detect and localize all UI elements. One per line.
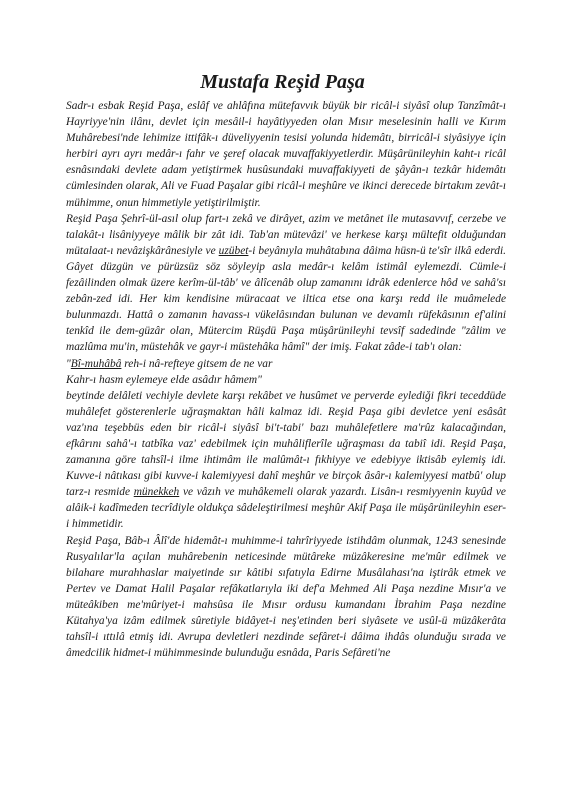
document-title: Mustafa Reşid Paşa [200,71,365,93]
paragraph-3: beytinde delâleti vechiyle devlete karşı rekâbet ve husûmet ve perverde eylediği fikri teceddüde muhâlefet gösterenlerle uğraşmaktan hâli kalmaz idi. Reşid Paşa gibi devletce yeni esâsât vaz'ına teşebbüs eden bir ricâl-i siyâsî bi't-tabi' bazı muhâlefetlere ma'rûz kalacağından, efkârını sahâ'-ı tatbîka vaz' edebilmek için muhâliflerîle uğraşması da tabiî idi. Reşid Paşa, zamanına göre tahsîl-i ilme ihtimâm ile malûmât-ı fıkhiyye ve edebiyye iktisâb eylemiş idi. Kuvve-i nâtıkası gibi kuvve-i kalemiyyesi dahî meşhûr ve birçok âsâr-ı kalemiyyesi matbû' olup tarz-ı resmide münekkeh ve vâzıh ve muhâkemeli olarak yazardı. Lisân-ı resmiyyenin kuyûd ve alâik-i kadîmeden tecrîdiyle oldukça sâdeleştirilmesi meşhûr Akif Paşa ile müşârünileyhin eser-i himmetidir. [66,389,506,531]
paragraph-2: Reşid Paşa Şehrî-ül-asıl olup fart-ı zekâ ve dirâyet, azim ve metânet ile mutasavvıf, cerzebe ve talakât-ı lisâniyyeye mâlik bir zât idi. Tab'an mütevâzi' ve herkese karşı mültefit olduğundan mütalaat-ı nevâzişkârânesiyle ve uzübet-i beyânıyla muhâtabına dâima hüsn-ü te'sîr ilkâ ederdi. Gâyet düzgün ve pürüzsüz söz söyleyip asla medâr-ı kelâm istimâl eylemezdi. Cümle-i fezâilinden olmak üzere kerîm-ül-tâb' ve âlîcenâb olup zamanını idrâk edenlerce hôd ve sahâ'sı zebân-zed idi. Her kim kendisine müracaat ve iltica etse ona karşı redd ile muâmelede bulunmazdı. Hattâ o zamanın havass-ı vükelâsından bulunan ve devamlı rüfekâsının ef'alini tenkîd ile dem-güzâr olan, Mütercim Rüşdü Paşa müşârünileyhi tevsîf sadedinde "zâlim ve mazlûma mu'in, müstehâk ve gayr-i müstehâka hâmî" der imiş. Fakat zâde-i tab'ı olan: [66,212,506,354]
verse-line-1: "Bî-muhâbâ reh-i nâ-refteye gitsem de ne var [66,357,273,370]
paragraph-4: Reşid Paşa, Bâb-ı Âlî'de hidemât-ı muhimme-i tahrîriyyede istihdâm olunmak, 1243 senesinde Rusyalılar'la açılan muhârebenin neticesinde mütâreke müzâkeresine me'mûr edilmek ve bilahare murahhaslar maiyetinde sır kâtibi sıfatıyla Edirne Musâlahası'na iştirâk etmek ve Pertev ve Damat Halil Paşalar refâkatlarıyla iki def'a Mehmed Ali Paşa nezdine Mısır'a ve müteâkiben me'mûriyet-i mahsûsa ile Mısır ordusu kumandanı İbrahim Paşa nezdine Kütahya'ya izâm edilmek sûretiyle bidâyet-i neş'etinden beri siyâsete ve usûl-ü müzâkerâta tahsîl-i ıttılâ etmiş idi. Avrupa devletleri nezdinde sefâret-i dâima ihdâs olunduğu sırada ve âmedcilik hidmet-i mühimmesinde bulunduğu esnâda, Paris Sefâreti'ne [66,534,506,660]
document-body [66,98,506,661]
paragraph-1: Sadr-ı esbak Reşid Paşa, eslâf ve ahlâfına mütefavvık büyük bir ricâl-i siyâsî olup Tanzîmât-ı Hayriyye'nin ilânı, devlet için mesâil-i hayâtiyyeden olan Mısır meselesinin halli ve Kırım Muhârebesi'nde lehimize ittifâk-ı düveliyyenin tesisi yolunda hidemâtı, birricâl-i siyâsiyye için herbiri ayrı ayrı medâr-ı fahr ve şeref olacak muvaffakiyyetlerdir. Müşârünileyhin kaht-ı ricâl esnâsındaki devlete adam yetiştirmek husûsundaki muvaffakiyyeti de şâyân-ı tezkâr hidemâtı cümlesinden olarak, Ali ve Fuad Paşalar gibi ricâl-i meşhûre ve ikinci derecede birtakım zevât-ı mühimme, onun himmetiyle yetiştirilmiştir. [66,100,506,209]
verse-line-2: Kahr-ı hasm eylemeye elde asâdır hâmem" [66,373,262,386]
